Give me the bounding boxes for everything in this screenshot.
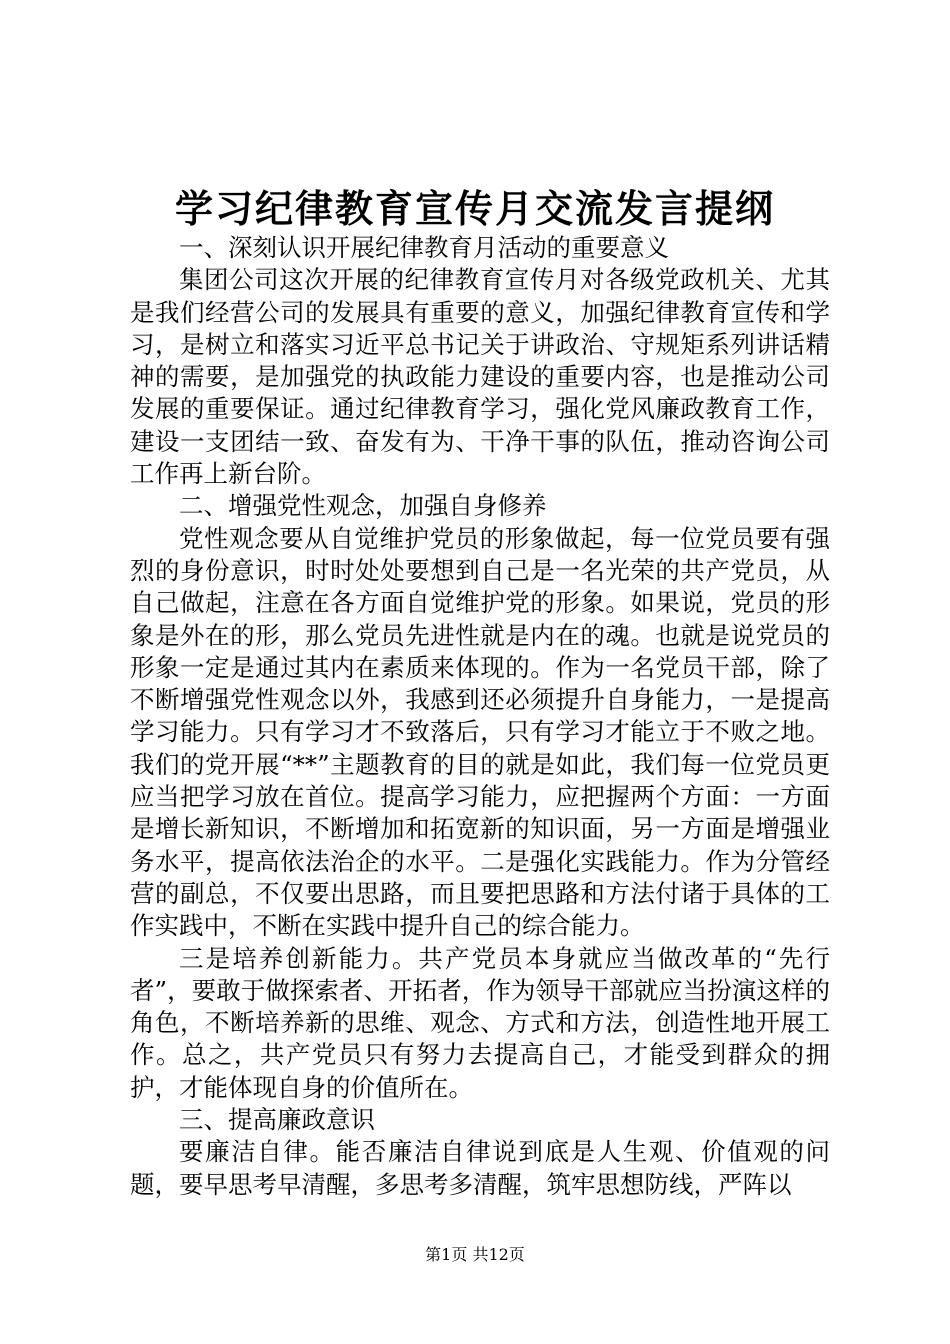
document-title: 学习纪律教育宣传月交流发言提纲 xyxy=(174,186,775,231)
page-footer: 第1页 共12页 xyxy=(425,1245,525,1264)
paragraph-4: 要廉洁自律。能否廉洁自律说到底是人生观、价值观的问题，要早思考早清醒，多思考多清醒，筑牢思想防线，严阵以 xyxy=(130,1137,830,1199)
section-heading-2: 二、增强党性观念，加强自身修养 xyxy=(179,491,547,521)
paragraph-2: 党性观念要从自觉维护党员的形象做起，每一位党员要有强烈的身份意识，时时处处要想到自己是一名光荣的共产党员，从自己做起，注意在各方面自觉维护党的形象。如果说，党员的形象是外在的形，那么党员先进性就是内在的魂。也就是说党员的形象一定是通过其内在素质来体现的。作为一名党员干部，除了不断增强党性观念以外，我感到还必须提升自身能力，一是提高学习能力。只有学习才不致落后，只有学习才能立于不败之地。我们的党开展“**”主题教育的目的就是如此，我们每一位党员更应当把学习放在首位。提高学习能力，应把握两个方面：一方面是增长新知识，不断增加和拓宽新的知识面，另一方面是增强业务水平，提高依法治企的水平。二是强化实践能力。作为分管经营的副总，不仅要出思路，而且要把思路和方法付诸于具体的工作实践中，不断在实践中提升自己的综合能力。 xyxy=(130,523,830,941)
document-body xyxy=(130,232,830,1201)
paragraph-1: 集团公司这次开展的纪律教育宣传月对各级党政机关、尤其是我们经营公司的发展具有重要的意义，加强纪律教育宣传和学习，是树立和落实习近平总书记关于讲政治、守规矩系列讲话精神的需要，是加强党的执政能力建设的重要内容，也是推动公司发展的重要保证。通过纪律教育学习，强化党风廉政教育工作，建设一支团结一致、奋发有为、干净干事的队伍，推动咨询公司工作再上新台阶。 xyxy=(130,265,830,489)
section-heading-3: 三、提高廉政意识 xyxy=(179,1105,375,1135)
section-heading-1: 一、深刻认识开展纪律教育月活动的重要意义 xyxy=(179,233,669,262)
paragraph-3: 三是培养创新能力。共产党员本身就应当做改革的“先行者”，要敢于做探索者、开拓者，作为领导干部就应当扮演这样的角色，不断培养新的思维、观念、方式和方法，创造性地开展工作。总之，共产党员只有努力去提高自己，才能受到群众的拥护，才能体现自身的价值所在。 xyxy=(130,943,830,1102)
